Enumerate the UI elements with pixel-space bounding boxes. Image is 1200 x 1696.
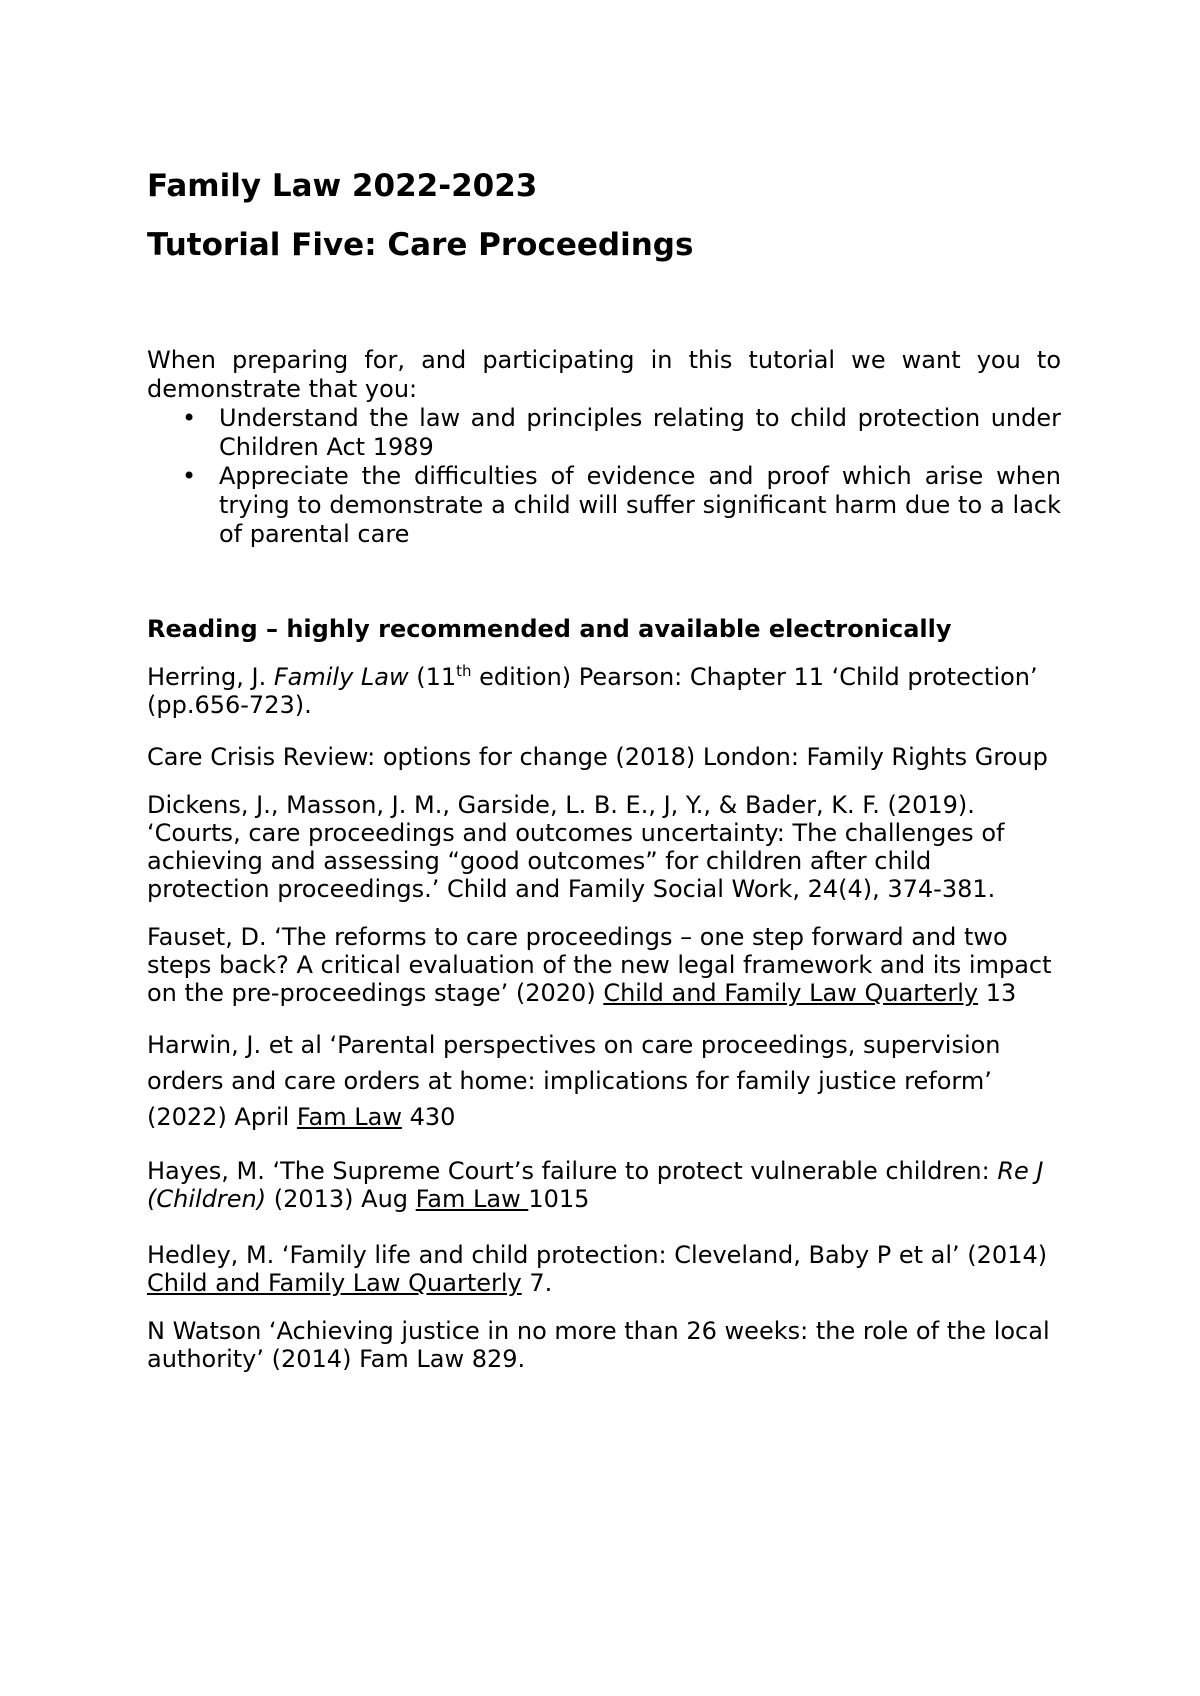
reference-case-name: Re J (Children) — [147, 1157, 1044, 1214]
list-item — [147, 404, 1061, 462]
reference-text: (11 — [408, 663, 457, 692]
reference-text: 13 — [978, 979, 1017, 1008]
reference-text: 430 — [401, 1103, 456, 1132]
reference-book-title: Family Law — [273, 663, 409, 692]
tutorial-title: Tutorial Five: Care Proceedings — [147, 227, 694, 264]
reference-harwin — [147, 1027, 1061, 1135]
reference-care-crisis: Care Crisis Review: options for change (2018) London: Family Rights Group — [147, 743, 1048, 772]
reference-journal: Fam Law — [415, 1185, 529, 1214]
list-item — [147, 462, 1061, 549]
reference-dickens: Dickens, J., Masson, J. M., Garside, L. B. E., J, Y., & Bader, K. F. (2019). ‘Courts, care proceedings and outcomes uncertainty: The challenges of achieving and assessing “good outcomes” for children after child protection proceedings.’ Child and Family Social Work, 24(4), 374-381. — [147, 791, 1005, 904]
reference-text: (2013) Aug — [266, 1185, 416, 1214]
reference-text: Herring, J. — [147, 663, 274, 692]
reference-fauset — [147, 923, 1061, 1007]
bullet-icon: • — [182, 404, 197, 433]
reference-herring — [147, 663, 1061, 719]
bullet-icon: • — [182, 462, 197, 491]
reference-text: Fauset, D. ‘The reforms to care proceedings – one step forward and two steps back? A critical evaluation of the new legal framework and its impact on the pre-proceedings stage’ (2020) — [147, 923, 1052, 1008]
document-title: Family Law 2022-2023 — [147, 168, 538, 204]
reference-text: edition) Pearson: Chapter 11 ‘Child protection’ (pp.656-723). — [147, 663, 1038, 720]
objective-text: Understand the law and principles relating to child protection under Children Act 1989 — [219, 404, 1061, 462]
objectives-list — [147, 404, 1061, 549]
reference-journal: Child and Family Law Quarterly — [603, 979, 979, 1008]
reference-text: Hedley, M. ‘Family life and child protection: Cleveland, Baby P et al’ (2014) — [147, 1241, 1048, 1270]
reference-superscript: th — [456, 662, 472, 681]
reference-text: Hayes, M. ‘The Supreme Court’s failure to protect vulnerable children: — [147, 1157, 998, 1186]
reference-watson: N Watson ‘Achieving justice in no more than 26 weeks: the role of the local authority’ (2014) Fam Law 829. — [147, 1317, 1050, 1374]
objective-text: Appreciate the difficulties of evidence and proof which arise when trying to demonstrate a child will suffer significant harm due to a lack of parental care — [219, 462, 1061, 549]
document-page — [147, 168, 1061, 1393]
reference-hedley — [147, 1241, 1061, 1297]
reference-journal: Fam Law — [296, 1103, 402, 1132]
intro-paragraph: When preparing for, and participating in this tutorial we want you to demonstrate that you: — [147, 346, 1061, 404]
reference-text: 1015 — [528, 1185, 590, 1214]
reference-journal: Child and Family Law Quarterly — [147, 1269, 522, 1298]
reading-heading: Reading – highly recommended and available electronically — [147, 615, 952, 644]
reference-text: Harwin, J. et al ‘Parental perspectives on care proceedings, supervision orders and care orders at home: implications for family justice reform’ (2022) April — [147, 1031, 1001, 1132]
reference-hayes — [147, 1157, 1061, 1213]
reference-text: 7. — [521, 1269, 553, 1298]
